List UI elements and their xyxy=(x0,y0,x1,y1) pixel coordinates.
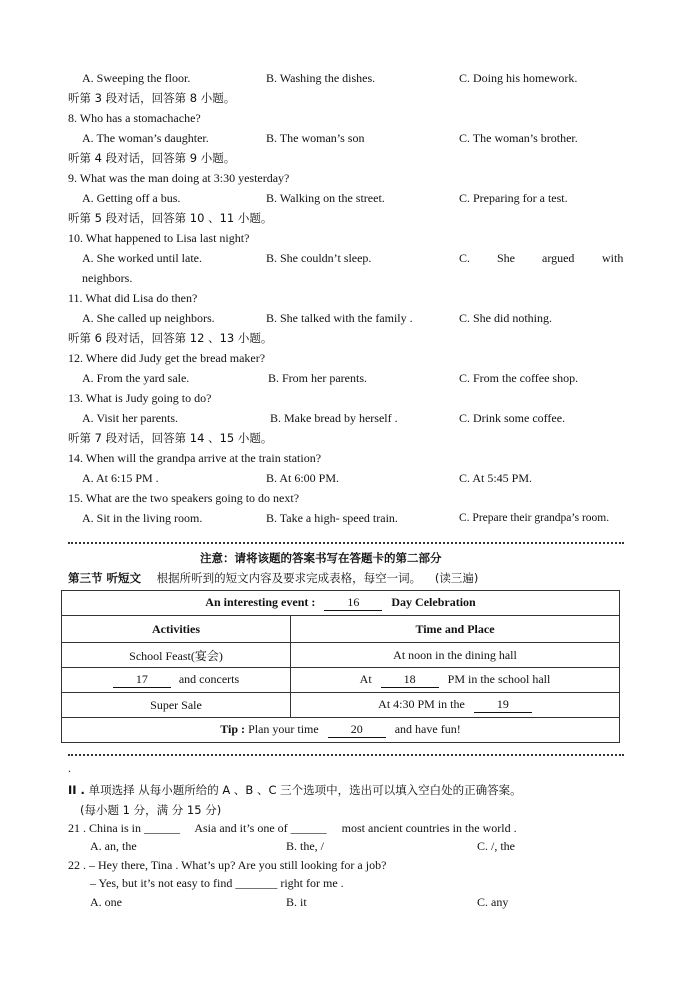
q14-option-b: B. At 6:00 PM. xyxy=(266,471,340,485)
q13-option-a: A. Visit her parents. xyxy=(82,411,179,425)
q11-option-c: C. She did nothing. xyxy=(459,311,553,325)
trailing-dot: . xyxy=(68,761,71,775)
section-3-read-times: (读三遍) xyxy=(434,571,479,585)
section-3-instruction: 根据所听到的短文内容及要求完成表格，每空一词。 xyxy=(156,571,422,585)
q10-option-c-word1: She xyxy=(497,251,515,265)
q10-option-c-word2: argued xyxy=(542,251,575,265)
activity-super-sale: Super Sale xyxy=(62,693,291,718)
dotted-divider-bottom xyxy=(68,754,624,756)
q15-option-a: A. Sit in the living room. xyxy=(82,511,203,525)
q21-option-c: C. /, the xyxy=(477,839,515,853)
part-2-heading xyxy=(68,782,522,798)
q10-option-b: B. She couldn’t sleep. xyxy=(266,251,372,265)
table-tip xyxy=(62,718,620,743)
time-place-row-2 xyxy=(291,668,620,693)
q8-option-c: C. The woman’s brother. xyxy=(459,131,578,145)
tip-prefix: Plan your time xyxy=(248,722,319,736)
notice: 注意：请将该题的答案书写在答题卡的第二部分 xyxy=(200,551,442,565)
question-15: 15. What are the two speakers going to do next? xyxy=(68,491,300,505)
column-header-activities: Activities xyxy=(62,616,291,643)
q10-option-a: A. She worked until late. xyxy=(82,251,202,265)
time-prefix-430: At 4:30 PM in the xyxy=(378,697,465,711)
q9-option-a: A. Getting off a bus. xyxy=(82,191,181,205)
section-header-3: 听第 3 段对话，回答第 8 小题。 xyxy=(68,91,236,105)
q21-option-a: A. an, the xyxy=(90,839,137,853)
q12-option-a: A. From the yard sale. xyxy=(82,371,190,385)
section-header-5: 听第 5 段对话，回答第 10 、11 小题。 xyxy=(68,211,273,225)
column-header-time-place: Time and Place xyxy=(291,616,620,643)
q10-option-c-word3: with xyxy=(602,251,624,265)
q12-option-b: B. From her parents. xyxy=(268,371,367,385)
q8-option-a: A. The woman’s daughter. xyxy=(82,131,209,145)
q9-option-b: B. Walking on the street. xyxy=(266,191,385,205)
q13-option-b: B. Make bread by herself . xyxy=(270,411,398,425)
question-9: 9. What was the man doing at 3:30 yesterday? xyxy=(68,171,290,185)
section-header-6: 听第 6 段对话，回答第 12 、13 小题。 xyxy=(68,331,273,345)
question-22-line-1: 22 . – Hey there, Tina . What’s up? Are you still looking for a job? xyxy=(68,858,387,872)
q22-option-b: B. it xyxy=(286,895,307,909)
question-21: 21 . China is in ______ Asia and it’s one of ______ most ancient countries in the world . xyxy=(68,821,517,835)
question-8: 8. Who has a stomachache? xyxy=(68,111,201,125)
section-3-title: 第三节 听短文 xyxy=(68,571,142,585)
section-header-7: 听第 7 段对话，回答第 14 、15 小题。 xyxy=(68,431,273,445)
table-title-suffix: Day Celebration xyxy=(391,595,476,609)
q15-option-b: B. Take a high- speed train. xyxy=(266,511,398,525)
q7-option-b: B. Washing the dishes. xyxy=(266,71,376,85)
section-3-heading xyxy=(68,570,478,586)
part-2-title: 单项选择 从每小题所给的 A 、B 、C 三个选项中，选出可以填入空白处的正确答案。 xyxy=(88,783,522,797)
q11-option-a: A. She called up neighbors. xyxy=(82,311,215,325)
question-22-line-2: – Yes, but it’s not easy to find _______ right for me . xyxy=(90,876,344,890)
q8-option-b: B. The woman’s son xyxy=(266,131,365,145)
tip-label: Tip : xyxy=(220,722,246,736)
time-prefix-at: At xyxy=(359,672,372,686)
q14-option-c: C. At 5:45 PM. xyxy=(459,471,533,485)
activity-concerts: and concerts xyxy=(178,672,240,686)
blank-20: 20 xyxy=(328,722,386,738)
q10-option-c-label: C. xyxy=(459,251,471,265)
blank-16: 16 xyxy=(324,595,382,611)
tip-suffix: and have fun! xyxy=(394,722,461,736)
time-suffix-school-hall: PM in the school hall xyxy=(447,672,551,686)
blank-18: 18 xyxy=(381,672,439,688)
question-13: 13. What is Judy going to do? xyxy=(68,391,212,405)
time-place-school-feast: At noon in the dining hall xyxy=(291,643,620,668)
q14-option-a: A. At 6:15 PM . xyxy=(82,471,159,485)
part-2-score: (每小题 1 分，满 分 15 分) xyxy=(80,803,222,817)
q22-option-c: C. any xyxy=(477,895,509,909)
time-place-row-3 xyxy=(291,693,620,718)
q15-option-c: C. Prepare their grandpa’s room. xyxy=(459,512,610,524)
table-title-prefix: An interesting event : xyxy=(205,595,316,609)
q7-option-a: A. Sweeping the floor. xyxy=(82,71,191,85)
q11-option-b: B. She talked with the family . xyxy=(266,311,413,325)
activity-row-2 xyxy=(62,668,291,693)
blank-17: 17 xyxy=(113,672,171,688)
question-12: 12. Where did Judy get the bread maker? xyxy=(68,351,266,365)
q13-option-c: C. Drink some coffee. xyxy=(459,411,566,425)
activity-school-feast: School Feast(宴会) xyxy=(62,643,291,668)
question-14: 14. When will the grandpa arrive at the train station? xyxy=(68,451,322,465)
question-11: 11. What did Lisa do then? xyxy=(68,291,198,305)
part-2-number: II . xyxy=(68,783,85,797)
fill-in-table xyxy=(61,590,620,743)
question-10: 10. What happened to Lisa last night? xyxy=(68,231,250,245)
q10-option-c-continued: neighbors. xyxy=(82,271,133,285)
q7-option-c: C. Doing his homework. xyxy=(459,71,578,85)
section-header-4: 听第 4 段对话，回答第 9 小题。 xyxy=(68,151,236,165)
q9-option-c: C. Preparing for a test. xyxy=(459,191,568,205)
q21-option-b: B. the, / xyxy=(286,839,324,853)
q12-option-c: C. From the coffee shop. xyxy=(459,371,579,385)
dotted-divider-top xyxy=(68,542,624,544)
table-title xyxy=(62,591,620,616)
q22-option-a: A. one xyxy=(90,895,122,909)
blank-19: 19 xyxy=(474,697,532,713)
